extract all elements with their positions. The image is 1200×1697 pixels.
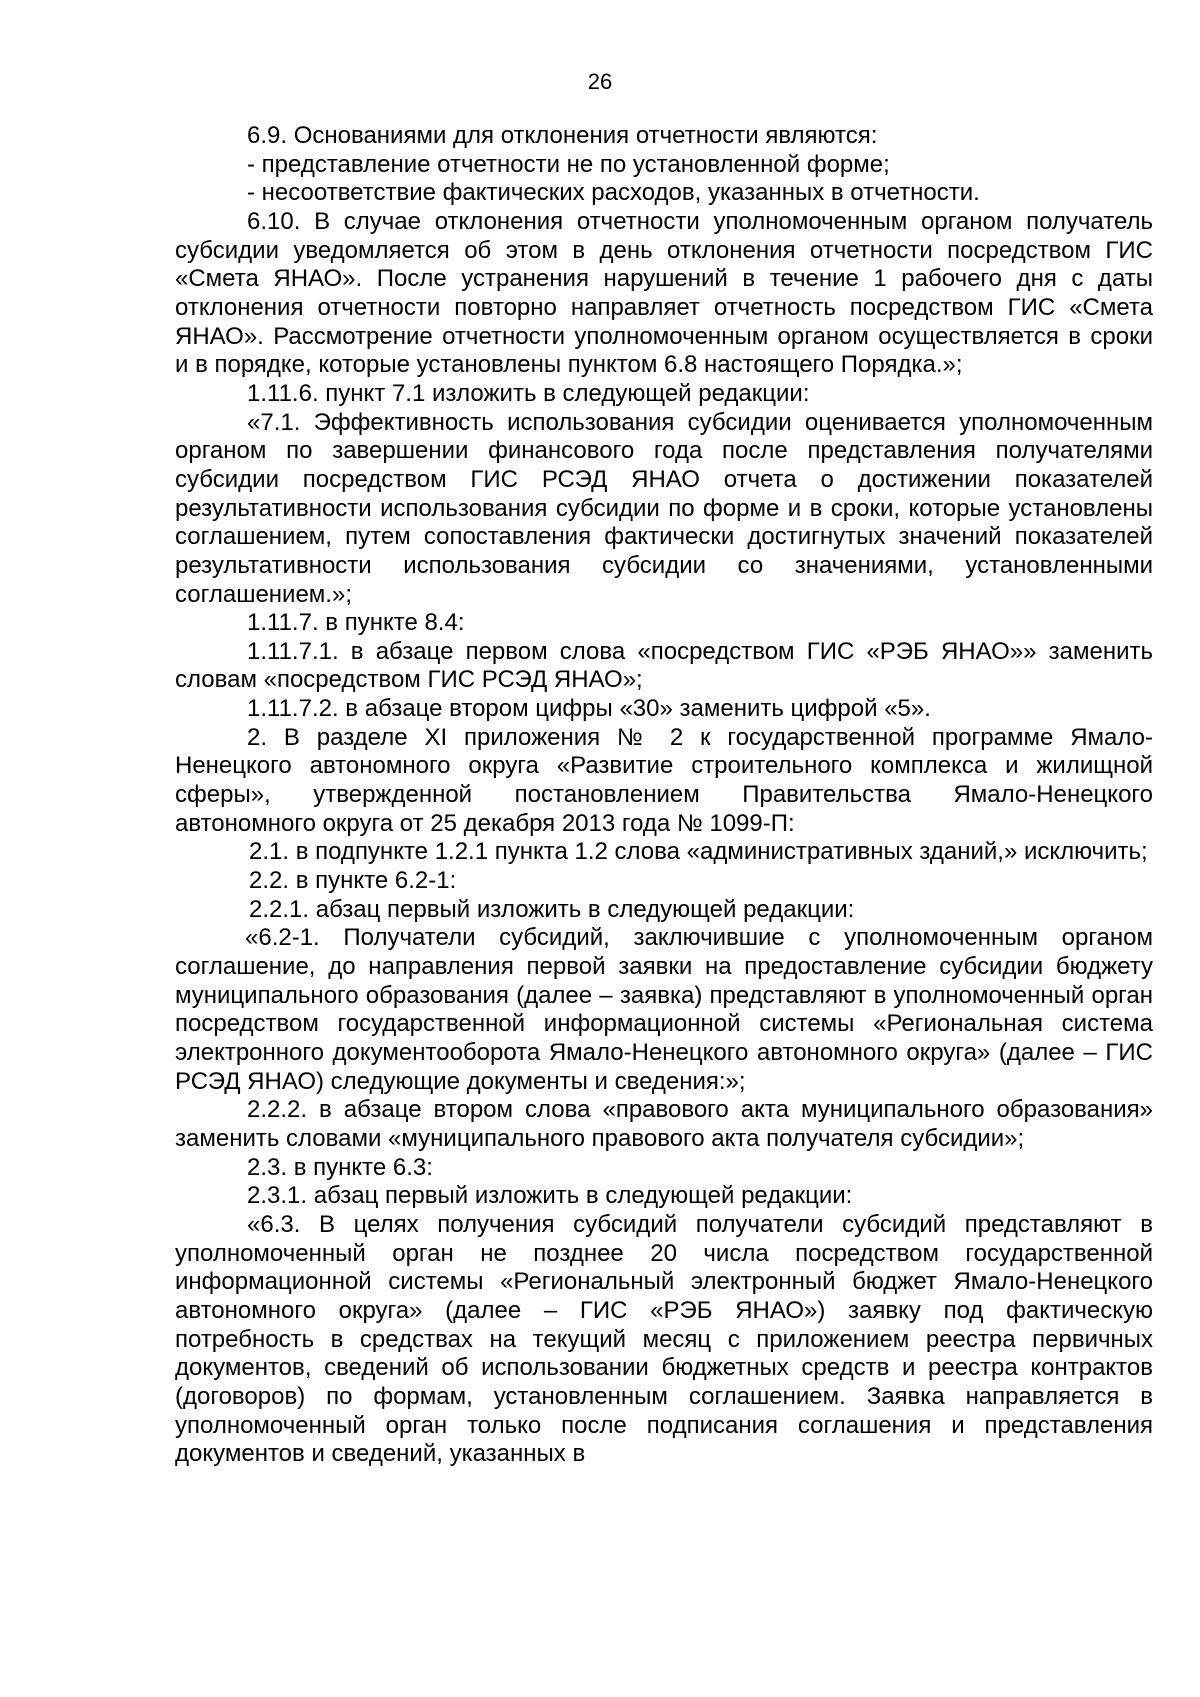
paragraph: 2.1. в подпункте 1.2.1 пункта 1.2 слова «административных зданий,» исключить; (249, 838, 1148, 866)
document-body (175, 122, 1153, 1469)
paragraph: «6.3. В целях получения субсидий получатели субсидий представляют в уполномоченный орган не позднее 20 числа посредством государственной информационной системы «Региональный электронный бюджет Ямало-Ненецкого автономного округа» (далее – ГИС «РЭБ ЯНАО») заявку под фактическую потребность в средствах на текущий месяц с приложением реестра первичных документов, сведений об использовании бюджетных средств и реестра контрактов (договоров) по формам, установленным соглашением. Заявка направляется в уполномоченный орган только после подписания соглашения и представления документов и сведений, указанных в (175, 1210, 1153, 1468)
paragraph: 1.11.6. пункт 7.1 изложить в следующей редакции: (247, 379, 810, 407)
paragraph: 1.11.7.1. в абзаце первом слова «посредством ГИС «РЭБ ЯНАО»» заменить словам «посредством ГИС РСЭД ЯНАО»; (175, 637, 1153, 694)
paragraph: 2.3.1. абзац первый изложить в следующей редакции: (247, 1182, 853, 1210)
paragraph: 6.9. Основаниями для отклонения отчетности являются: (247, 122, 878, 149)
paragraph: 2.2. в пункте 6.2-1: (249, 867, 457, 895)
paragraph: «6.2-1. Получатели субсидий, заключившие с уполномоченным органом соглашение, до направления первой заявки на предоставление субсидии бюджету муниципального образования (далее – заявка) представляют в уполномоченный орган посредством государственной информационной системы «Региональная система электронного документооборота Ямало-Ненецкого автономного округа» (далее – ГИС РСЭД ЯНАО) следующие документы и сведения:»; (175, 924, 1153, 1095)
paragraph: 1.11.7. в пункте 8.4: (247, 609, 465, 637)
paragraph: 2. В разделе XI приложения № 2 к государственной программе Ямало-Ненецкого автономного округа «Развитие строительного комплекса и жилищной сферы», утвержденной постановлением Правительства Ямало-Ненецкого автономного округа от 25 декабря 2013 года № 1099-П: (175, 723, 1153, 837)
paragraph: 6.10. В случае отклонения отчетности уполномоченным органом получатель субсидии уведомляется об этом в день отклонения отчетности посредством ГИС «Смета ЯНАО». После устранения нарушений в течение 1 рабочего дня с даты отклонения отчетности повторно направляет отчетность посредством ГИС «Смета ЯНАО». Рассмотрение отчетности уполномоченным органом осуществляется в сроки и в порядке, которые установлены пунктом 6.8 настоящего Порядка.»; (175, 207, 1153, 379)
paragraph: 2.2.1. абзац первый изложить в следующей редакции: (249, 895, 855, 923)
paragraph: - несоответствие фактических расходов, указанных в отчетности. (247, 179, 980, 207)
paragraph: - представление отчетности не по установленной форме; (247, 150, 890, 178)
paragraph: 2.3. в пункте 6.3: (247, 1153, 433, 1181)
paragraph: 1.11.7.2. в абзаце втором цифры «30» заменить цифрой «5». (247, 695, 931, 723)
paragraph: «7.1. Эффективность использования субсидии оценивается уполномоченным органом по завершении финансового года после представления получателями субсидии посредством ГИС РСЭД ЯНАО отчета о достижении показателей результативности использования субсидии по форме и в сроки, которые установлены соглашением, путем сопоставления фактически достигнутых значений показателей результативности использования субсидии со значениями, установленными соглашением.»; (175, 408, 1153, 608)
page-number: 26 (587, 69, 613, 94)
paragraph: 2.2.2. в абзаце втором слова «правового акта муниципального образования» заменить словами «муниципального правового акта получателя субсидии»; (175, 1096, 1153, 1152)
